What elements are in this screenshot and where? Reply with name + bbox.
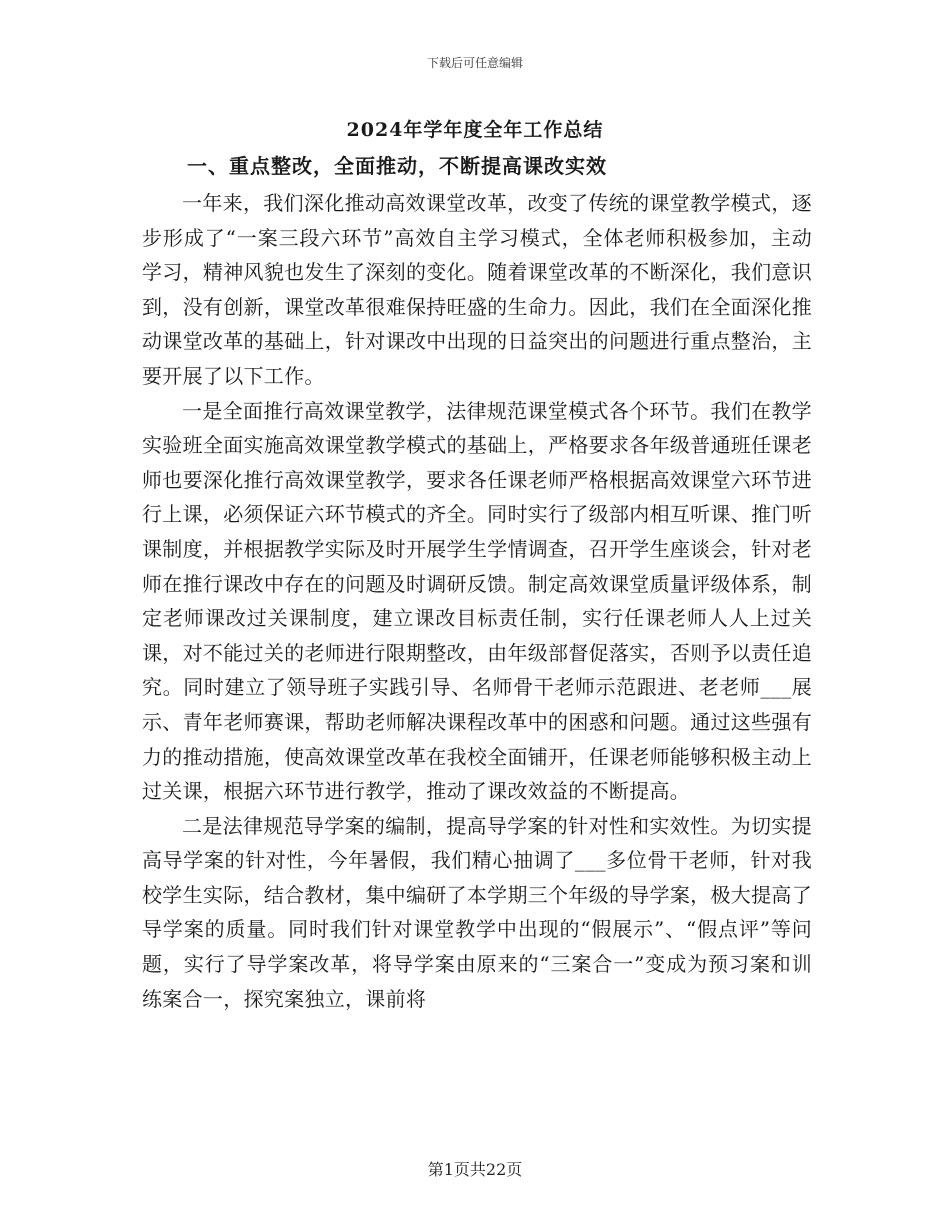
page-footer: 第1页共22页 [427, 1160, 523, 1179]
body-text [142, 186, 812, 1016]
paragraph-3: 二是法律规范导学案的编制，提高导学案的针对性和实效性。为切实提高导学案的针对性，今年暑假，我们精心抽调了___多位骨干老师，针对我校学生实际，结合教材，集中编研了本学期三个年级的导学案，极大提高了导学案的质量。同时我们针对课堂教学中出现的“假展示”、“假点评”等问题，实行了导学案改革，将导学案由原来的“三案合一”变成为预习案和训练案合一，探究案独立，课前将 [142, 813, 812, 1011]
section-heading: 一、重点整改，全面推动，不断提高课改实效 [187, 154, 607, 178]
paragraph-2: 一是全面推行高效课堂教学，法律规范课堂模式各个环节。我们在教学实验班全面实施高效课堂教学模式的基础上，严格要求各年级普通班任课老师也要深化推行高效课堂教学，要求各任课老师严格根据高效课堂六环节进行上课，必须保证六环节模式的齐全。同时实行了级部内相互听课、推门听课制度，并根据教学实际及时开展学生学情调查，召开学生座谈会，针对老师在推行课改中存在的问题及时调研反馈。制定高效课堂质量评级体系，制定老师课改过关课制度，建立课改目标责任制，实行任课老师人人上过关课，对不能过关的老师进行限期整改，由年级部督促落实，否则予以责任追究。同时建立了领导班子实践引导、名师骨干老师示范跟进、老老师___展示、青年老师赛课，帮助老师解决课程改革中的困惑和问题。通过这些强有力的推动措施，使高效课堂改革在我校全面铺开，任课老师能够积极主动上过关课，根据六环节进行教学，推动了课改效益的不断提高。 [142, 398, 812, 804]
header-note: 下载后可任意编辑 [426, 56, 523, 70]
paragraph-1: 一年来，我们深化推动高效课堂改革，改变了传统的课堂教学模式，逐步形成了“一案三段六环节”高效自主学习模式，全体老师积极参加，主动学习，精神风貌也发生了深刻的变化。随着课堂改革的不断深化，我们意识到，没有创新，课堂改革很难保持旺盛的生命力。因此，我们在全面深化推动课堂改革的基础上，针对课改中出现的日益突出的问题进行重点整治，主要开展了以下工作。 [142, 191, 812, 388]
document-title: 2024年学年度全年工作总结 [346, 119, 604, 141]
